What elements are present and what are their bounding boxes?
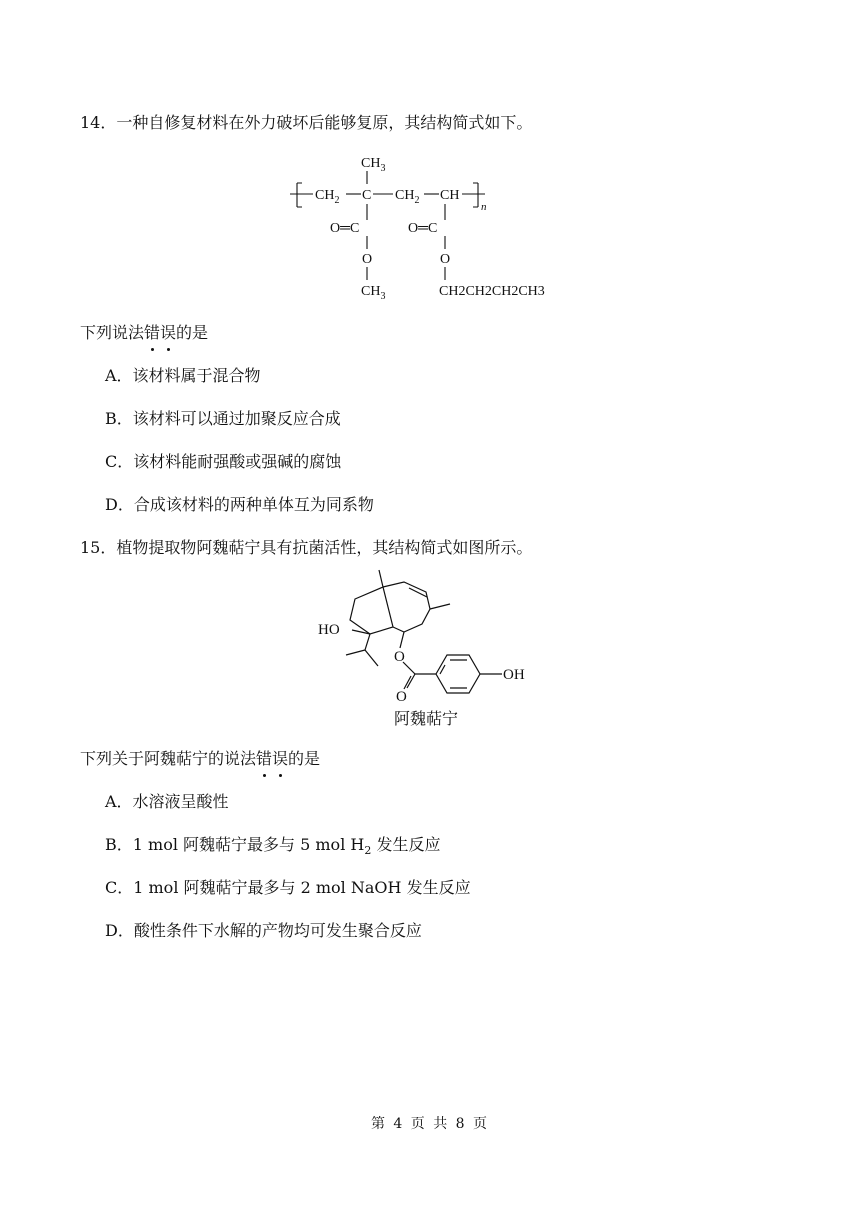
q15-oh: OH	[503, 667, 525, 683]
q15-option-c: C．1 mol 阿魏萜宁最多与 2 mol NaOH 发生反应	[105, 878, 471, 897]
q14-o-1: O	[362, 252, 373, 267]
q14-option-b: B．该材料可以通过加聚反应合成	[105, 409, 341, 428]
q14-option-c: C．该材料能耐强酸或强碱的腐蚀	[105, 452, 342, 471]
q14-n: n	[481, 201, 487, 213]
q14-prompt: 下列说法错误的是	[80, 323, 209, 342]
q15-option-a: A．水溶液呈酸性	[105, 792, 229, 811]
q14-c-center: C	[362, 188, 372, 203]
q15-prompt: 下列关于阿魏萜宁的说法错误的是	[80, 749, 321, 768]
q14-ch3-top: $CH_3$	[361, 156, 386, 174]
q14-option-a: A．该材料属于混合物	[105, 366, 261, 385]
q14-stem: 14．一种自修复材料在外力破坏后能够复原，其结构简式如下。	[80, 113, 533, 132]
q15-o-carbonyl: O	[396, 689, 407, 705]
q14-ch2-b: $CH_2$	[395, 188, 420, 206]
page-footer: 第 4 页 共 8 页	[370, 1116, 490, 1132]
q14-butyl: CH2CH2CH2CH3	[439, 284, 545, 299]
q14-option-d: D．合成该材料的两种单体互为同系物	[105, 495, 374, 514]
q15-structure	[310, 562, 540, 732]
q14-oc-1: O═C	[330, 221, 360, 236]
q15-caption: 阿魏萜宁	[394, 711, 459, 728]
q15-o-ester: O	[394, 649, 405, 665]
q14-ch: CH	[440, 188, 460, 203]
q14-o-2: O	[440, 252, 451, 267]
q14-ch2-a: $CH_2$	[315, 188, 340, 206]
q15-ho: HO	[318, 622, 340, 638]
q15-stem: 15．植物提取物阿魏萜宁具有抗菌活性，其结构简式如图所示。	[80, 538, 533, 557]
q15-option-b: B．1 mol 阿魏萜宁最多与 5 mol $H_2$ 发生反应	[105, 835, 441, 858]
q14-polymer-structure	[285, 150, 575, 302]
q14-ch3-bottom: $CH_3$	[361, 284, 386, 302]
q14-oc-2: O═C	[408, 221, 438, 236]
q15-option-d: D．酸性条件下水解的产物均可发生聚合反应	[105, 921, 422, 940]
